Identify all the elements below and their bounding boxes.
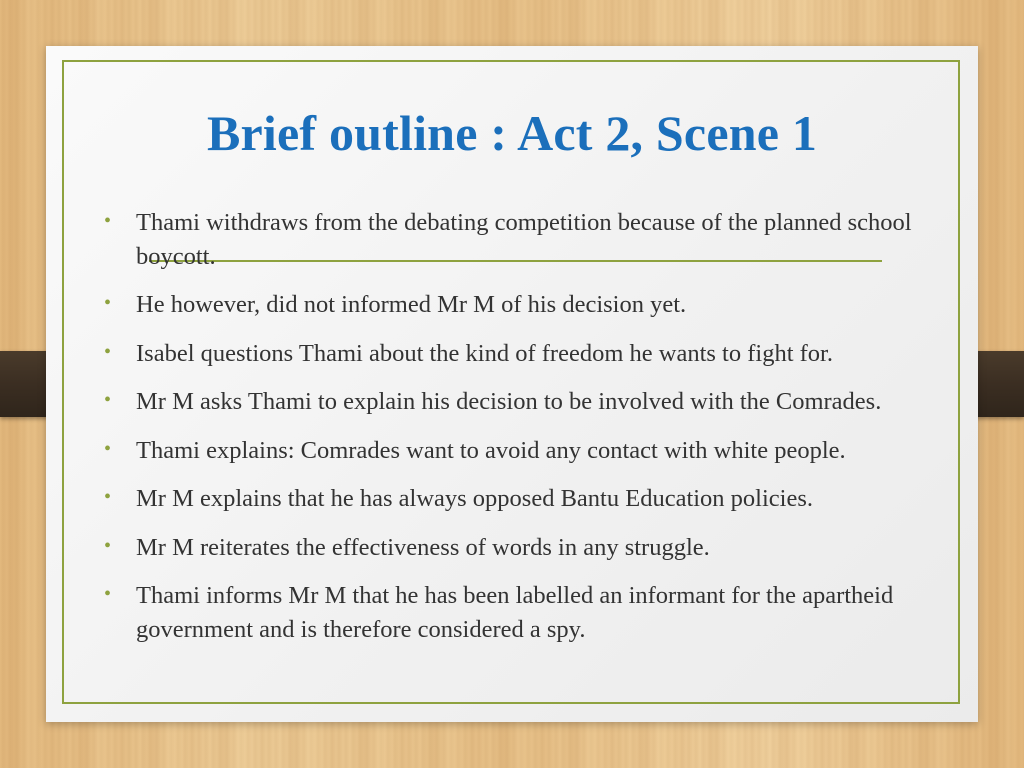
bullet-list bbox=[104, 206, 954, 661]
bullet-item bbox=[104, 288, 954, 322]
bullet-item bbox=[104, 385, 954, 419]
bullet-icon: • bbox=[104, 534, 112, 557]
bullet-item bbox=[104, 531, 954, 565]
bullet-item bbox=[104, 579, 954, 646]
bullet-text: Mr M explains that he has always opposed Bantu Education policies. bbox=[136, 485, 814, 512]
bullet-icon: • bbox=[104, 210, 112, 232]
slide-title: Brief outline : Act 2, Scene 1 bbox=[206, 105, 818, 161]
bullet-icon: • bbox=[104, 437, 112, 460]
bullet-text: Isabel questions Thami about the kind of freedom he wants to fight for. bbox=[136, 339, 833, 367]
bullet-text: Thami withdraws from the debating competition because of the planned school boycott. bbox=[136, 209, 912, 270]
bullet-icon: • bbox=[104, 583, 112, 605]
bullet-text: He however, did not informed Mr M of his decision yet. bbox=[136, 291, 687, 318]
bullet-text: Mr M reiterates the effectiveness of words in any struggle. bbox=[136, 533, 710, 561]
bullet-icon: • bbox=[104, 292, 112, 314]
slide-card bbox=[46, 46, 978, 722]
bullet-item bbox=[104, 206, 954, 273]
bullet-text: Mr M asks Thami to explain his decision to be involved with the Comrades. bbox=[136, 388, 882, 415]
bullet-icon: • bbox=[104, 389, 112, 411]
bullet-icon: • bbox=[104, 486, 112, 508]
bullet-item bbox=[104, 337, 954, 371]
bullet-text: Thami informs Mr M that he has been labelled an informant for the apartheid government and is therefore considered a spy. bbox=[136, 582, 894, 643]
bullet-text: Thami explains: Comrades want to avoid any contact with white people. bbox=[136, 436, 846, 464]
bullet-icon: • bbox=[104, 340, 112, 363]
bullet-item bbox=[104, 482, 954, 516]
bullet-item bbox=[104, 434, 954, 468]
